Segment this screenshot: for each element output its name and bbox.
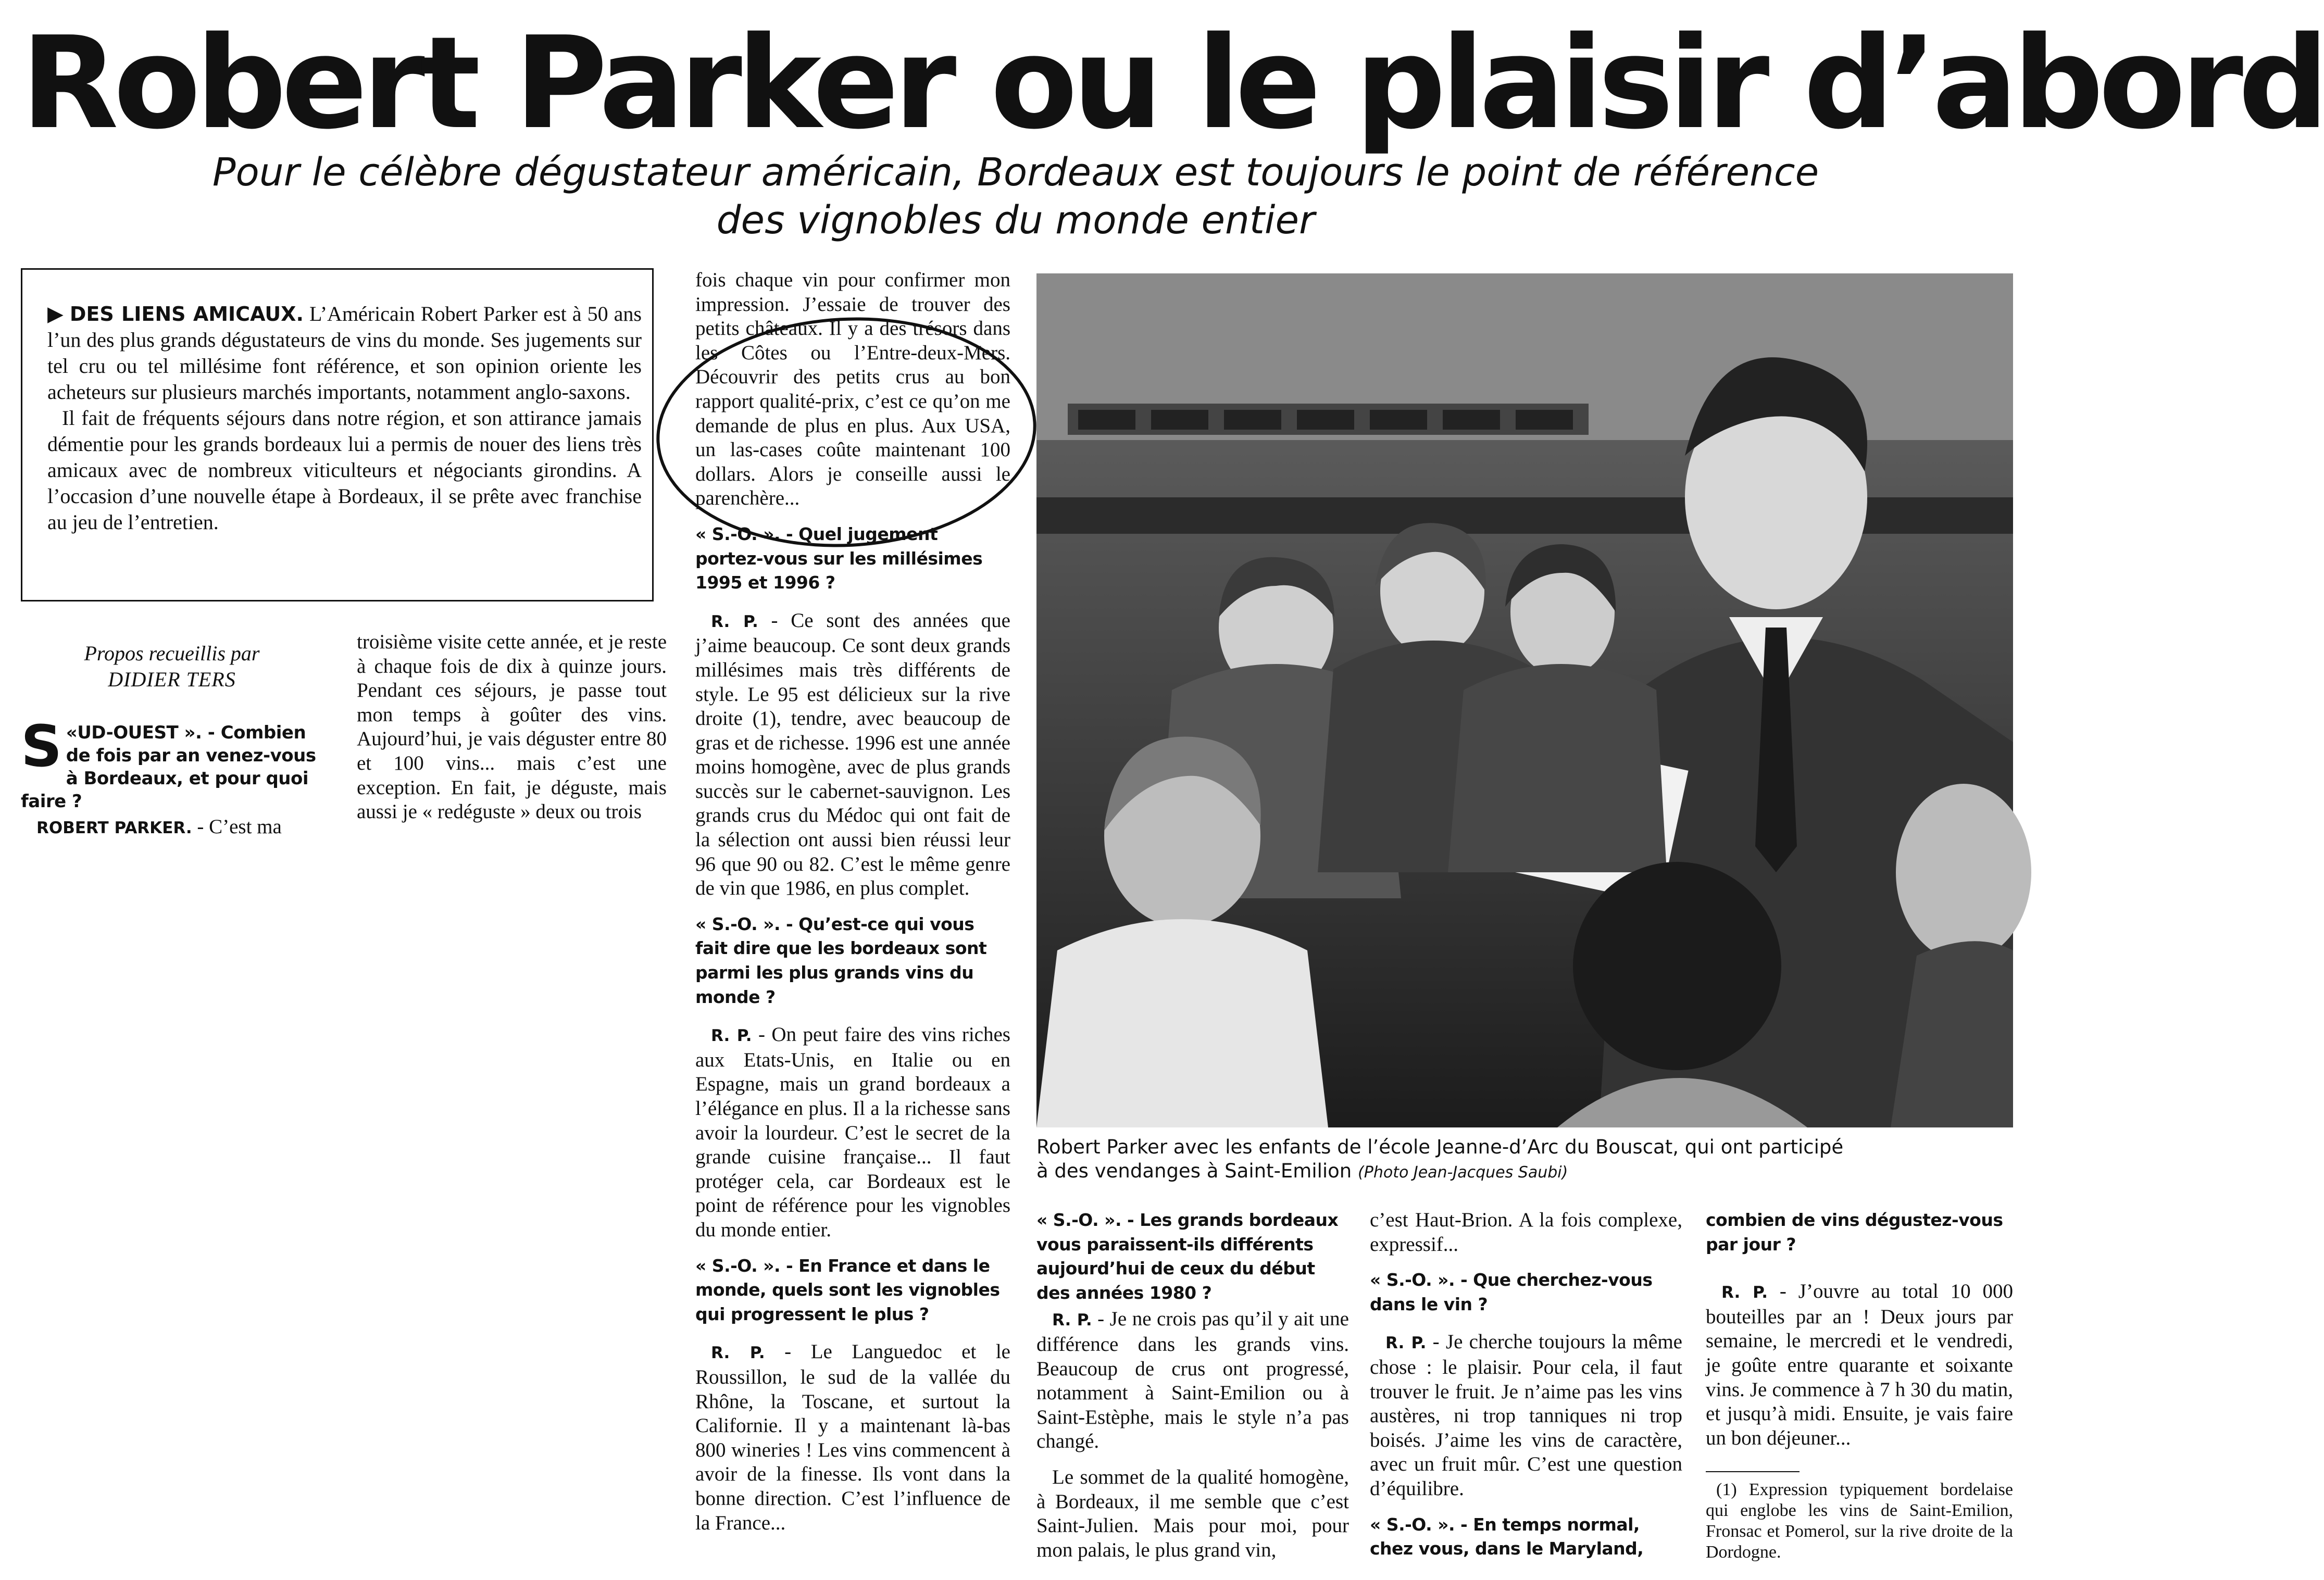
subheadline [104, 148, 1927, 244]
answer-2 [695, 609, 1010, 901]
answer-3-text: - On peut faire des vins riches aux Etats-Unis, en Italie ou en Espagne, mais un grand bordeaux a l’élégance en plus. Il a la richesse sans avoir la lourdeur. C’est le secret de la grande cuisine française... Il faut protéger cela, car Bordeaux est le point de référence pour les vignobles du monde entier. [695, 1023, 1010, 1241]
question-1-text: UD-OUEST ». - Combien de fois par an venez-vous à Bordeaux, et pour quoi faire ? [21, 722, 316, 812]
answer-5 [1036, 1307, 1349, 1454]
question-1 [21, 713, 331, 813]
question-4: « S.-O. ». - En France et dans le monde, quels sont les vignobles qui progressent le plus ? [695, 1255, 1000, 1324]
answer-5-paragraph-2: Le sommet de la qualité homogène, à Bordeaux, il me semble que c’est Saint-Julien. Mais pour moi, pour mon palais, le plus grand vin, [1036, 1465, 1349, 1561]
intro-tag: DES LIENS AMICAUX. [69, 303, 304, 325]
drop-cap: S [21, 713, 62, 780]
question-6: « S.-O. ». - Que cherchez-vous dans le vin ? [1370, 1270, 1653, 1314]
answer-4-text: - Le Languedoc et le Roussillon, le sud de la vallée du Rhône, la Toscane, et surtout la Californie. Il y a maintenant là-bas 800 wineries ! Les vins commencent à avoir de la finesse. Ils vont dans la bonne direction. C’est l’influence de la France... [695, 1340, 1010, 1534]
answer-7-speaker: R. P. [1721, 1283, 1768, 1302]
intro-paragraph-1: L’Américain Robert Parker est à 50 ans l’un des plus grands dégustateurs de vins du monde. Ses jugements sur tel cru ou tel millésime font référence, et son opinion oriente les acheteurs sur plusieurs marchés importants, notamment anglo-saxons. [47, 302, 642, 404]
answer-4-speaker: R. P. [711, 1344, 765, 1363]
question-5: « S.-O. ». - Les grands bordeaux vous paraissent-ils différents aujourd’hui de ceux du début des années 1980 ? [1036, 1210, 1339, 1303]
footnote-rule [1706, 1471, 1800, 1472]
answer-2-speaker: R. P. [711, 612, 758, 631]
column-5 [1370, 1208, 1682, 1561]
column-1 [21, 713, 331, 841]
photo [1036, 273, 2013, 1127]
intro-text [47, 301, 642, 535]
intro-box [21, 268, 654, 601]
answer-4 [695, 1340, 1010, 1535]
answer-6-speaker: R. P. [1385, 1334, 1427, 1353]
column-2 [357, 630, 667, 824]
answer-1-continued: troisième visite cette année, et je reste à chaque fois de dix à quinze jours. Pendant ces séjours, je passe tout mon temps à goûter des vins. Aujourd’hui, je vais déguster entre 80 et 100 vins... mais c’est une exception. En fait, je déguste, mais aussi je « redéguste » deux ou trois [357, 631, 667, 823]
triangle-bullet-icon: ▶ [47, 302, 70, 325]
byline-author: DIDIER TERS [108, 668, 236, 691]
photo-caption [1036, 1135, 2013, 1185]
question-1-quote: « [66, 722, 78, 743]
answer-5-continued: c’est Haut-Brion. A la fois complexe, expressif... [1370, 1209, 1682, 1256]
subheadline-line-1: Pour le célèbre dégustateur américain, Bordeaux est toujours le point de référence [212, 150, 1819, 195]
answer-1-text: - C’est ma [192, 816, 282, 838]
photo-illustration [1036, 273, 2013, 1127]
answer-3 [695, 1023, 1010, 1242]
question-2: « S.-O. ». - Quel jugement portez-vous sur les millésimes 1995 et 1996 ? [695, 523, 983, 593]
answer-5-speaker: R. P. [1052, 1311, 1092, 1330]
footnote: (1) Expression typiquement bordelaise qui englobe les vins de Saint-Emilion, Fronsac et Pomerol, sur la rive droite de la Dordogne. [1706, 1480, 2013, 1562]
question-7: « S.-O. ». - En temps normal, chez vous, dans le Maryland, [1370, 1514, 1644, 1559]
headline: Robert Parker ou le plaisir d’abord [21, 9, 2324, 157]
subheadline-line-2: des vignobles du monde entier [716, 198, 1315, 243]
caption-line-1: Robert Parker avec les enfants de l’école Jeanne-d’Arc du Bouscat, qui ont participé [1036, 1136, 1844, 1158]
question-3: « S.-O. ». - Qu’est-ce qui vous fait dire que les bordeaux sont parmi les plus grands vins du monde ? [695, 913, 987, 1007]
byline [21, 641, 323, 693]
answer-6 [1370, 1330, 1682, 1501]
caption-line-2: à des vendanges à Saint-Emilion [1036, 1160, 1352, 1182]
question-7-continued: combien de vins dégustez-vous par jour ? [1706, 1210, 2003, 1255]
answer-1-speaker: ROBERT PARKER. [36, 819, 192, 837]
answer-3-speaker: R. P. [711, 1026, 752, 1046]
answer-1 [21, 815, 331, 841]
intro-paragraph-2: Il fait de fréquents séjours dans notre région, et son attirance jamais démentie pour les grands bordeaux lui a permis de nouer des liens très amicaux avec de nombreux viticulteurs et négociants girondins. A l’occasion d’une nouvelle étape à Bordeaux, il se prête avec franchise au jeu de l’entretien. [47, 406, 642, 534]
answer-7-text: - J’ouvre au total 10 000 bouteilles par an ! Deux jours par semaine, le mercredi et le vendredi, je goûte entre quarante et soixante vins. Je commence à 7 h 30 du matin, et jusqu’à midi. Ensuite, je vais faire un bon déjeuner... [1706, 1280, 2013, 1449]
answer-7 [1706, 1280, 2013, 1450]
answer-2-text: - Ce sont des années que j’aime beaucoup. Ce sont deux grands millésimes mais très différents de style. Le 95 est délicieux sur la rive droite (1), tendre, avec beaucoup de gras et de richesse. 1996 est une année moins homogène, avec de plus grands succès sur le cabernet-sauvignon. Les grands crus du Médoc qui ont fait de la sélection ont aussi bien réussi leur 96 que 90 ou 82. C’est le même genre de vin que 1986, en plus complet. [695, 609, 1010, 900]
column-4 [1036, 1208, 1349, 1562]
answer-5-text: - Je ne crois pas qu’il y ait une différence dans les grands vins. Beaucoup de crus ont progressé, notamment à Saint-Emilion ou à Saint-Estèphe, mais le style n’a pas changé. [1036, 1308, 1349, 1453]
column-6 [1706, 1208, 2013, 1563]
answer-6-text: - Je cherche toujours la même chose : le plaisir. Pour cela, il faut trouver le fruit. Je n’aime pas les vins austères, ni trop tanniques ni trop boisés. J’aime les vins de caractère, avec un fruit mûr. C’est une question d’équilibre. [1370, 1331, 1682, 1500]
photo-credit: (Photo Jean-Jacques Saubi) [1358, 1163, 1568, 1182]
answer-1-continued-2: fois chaque vin pour confirmer mon impression. J’essaie de trouver des petits châteaux. Il y a des trésors dans les Côtes ou l’Entre-deux-Mers. Découvrir des petits crus au bon rapport qualité-prix, c’est ce qu’on me demande de plus en plus. Aux USA, un las-cases coûte maintenant 100 dollars. Alors je conseille aussi le parenchère... [695, 269, 1010, 510]
byline-label: Propos recueillis par [84, 642, 260, 665]
